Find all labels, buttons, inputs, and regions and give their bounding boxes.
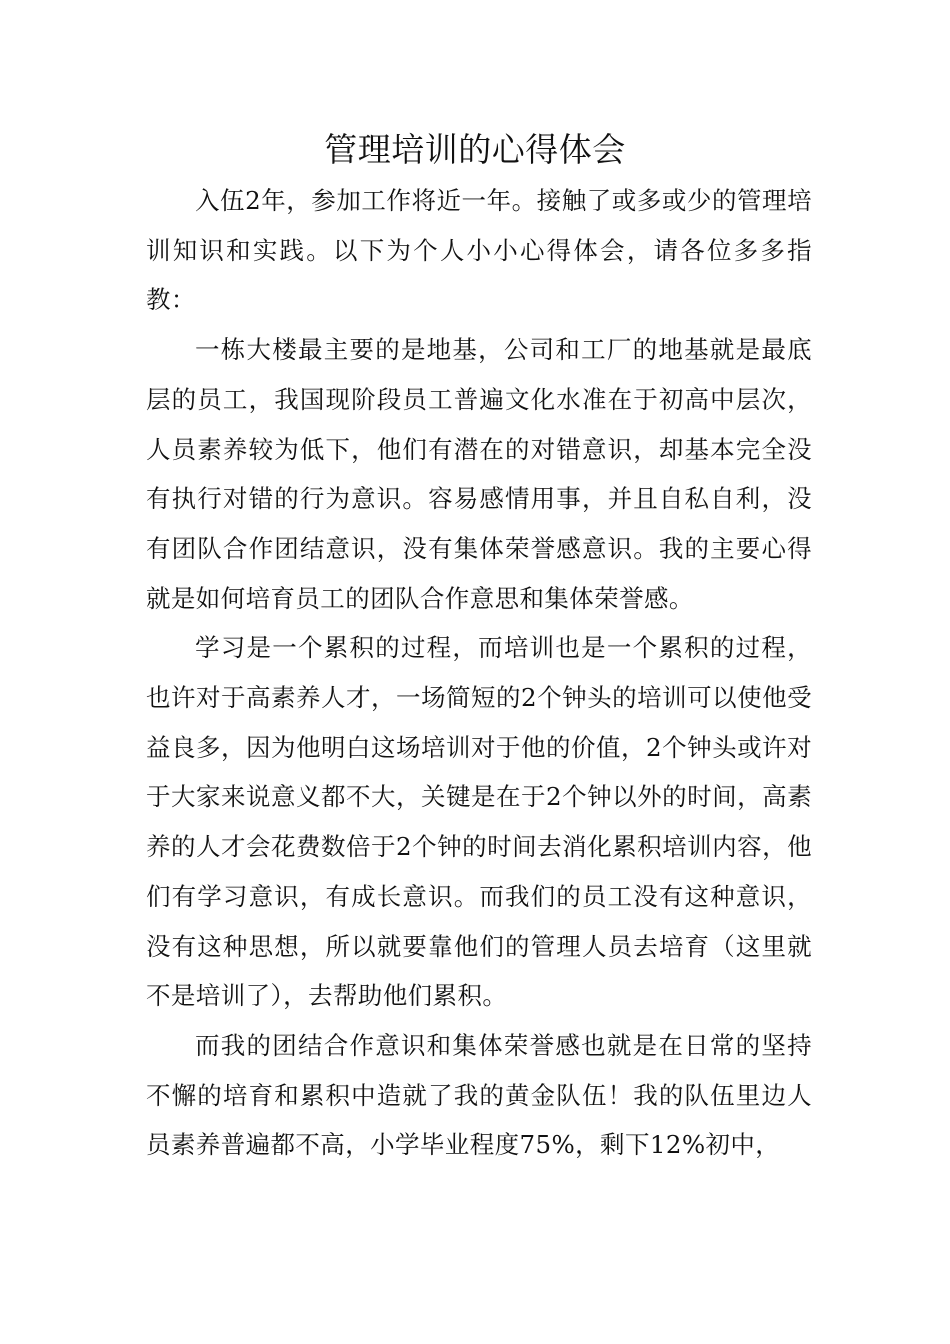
document-body — [146, 176, 812, 1170]
paragraph-intro: 入伍2年，参加工作将近一年。接触了或多或少的管理培训知识和实践。以下为个人小小心得体会，请各位多多指教： — [146, 186, 812, 315]
paragraph-foundation: 一栋大楼最主要的是地基，公司和工厂的地基就是最底层的员工，我国现阶段员工普遍文化水准在于初高中层次，人员素养较为低下，他们有潜在的对错意识，却基本完全没有执行对错的行为意识。容易感情用事，并且自私自利，没有团队合作团结意识，没有集体荣誉感意识。我的主要心得就是如何培育员工的团队合作意思和集体荣誉感。 — [146, 335, 812, 613]
document-title: 管理培训的心得体会 — [324, 130, 626, 169]
paragraph-teamwork: 而我的团结合作意识和集体荣誉感也就是在日常的坚持不懈的培育和累积中造就了我的黄金队伍！我的队伍里边人员素养普遍都不高，小学毕业程度75%，剩下12%初中， — [146, 1030, 812, 1160]
paragraph-learning: 学习是一个累积的过程，而培训也是一个累积的过程，也许对于高素养人才，一场简短的2个钟头的培训可以使他受益良多，因为他明白这场培训对于他的价值，2个钟头或许对于大家来说意义都不大，关键是在于2个钟以外的时间，高素养的人才会花费数倍于2个钟的时间去消化累积培训内容，他们有学习意识，有成长意识。而我们的员工没有这种意识，没有这种思想，所以就要靠他们的管理人员去培育（这里就不是培训了），去帮助他们累积。 — [146, 633, 812, 1011]
